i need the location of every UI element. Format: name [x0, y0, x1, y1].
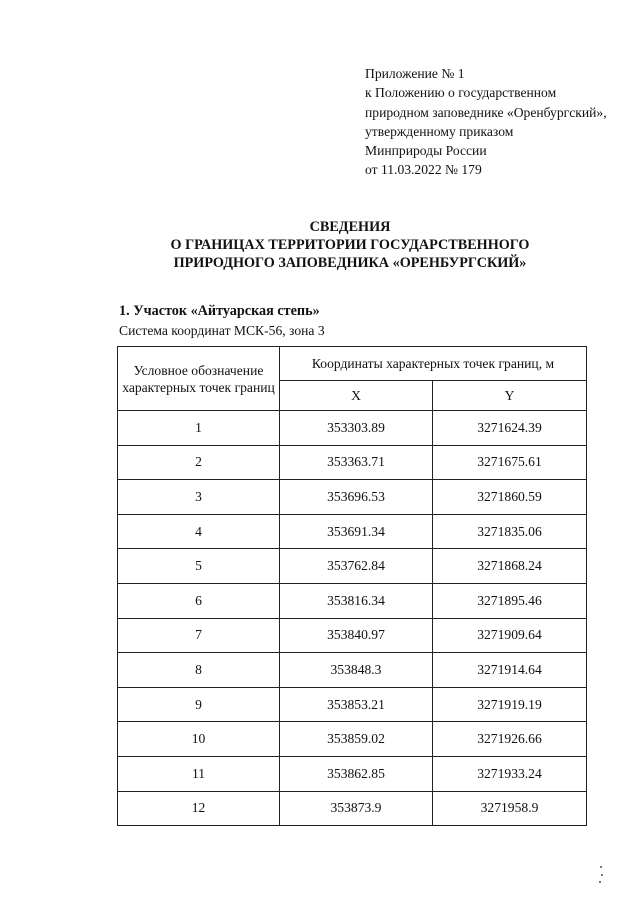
x-cell: 353691.34: [280, 514, 433, 549]
coordinate-system-label: Система координат МСК-56, зона 3: [119, 323, 325, 338]
table-row: [118, 618, 587, 653]
x-cell: 353859.02: [280, 722, 433, 757]
point-cell: 4: [118, 514, 280, 549]
scan-speck: [600, 866, 602, 868]
y-cell: 3271958.9: [433, 791, 587, 826]
point-cell: 1: [118, 411, 280, 446]
document-title: [0, 218, 640, 272]
y-header: Y: [433, 381, 587, 411]
y-cell: 3271914.64: [433, 653, 587, 688]
table-row: [118, 445, 587, 480]
x-cell: 353816.34: [280, 583, 433, 618]
point-cell: 9: [118, 687, 280, 722]
appendix-line: Приложение № 1: [365, 66, 465, 81]
x-cell: 353848.3: [280, 653, 433, 688]
title-line: СВЕДЕНИЯ: [309, 219, 391, 235]
point-cell: 6: [118, 583, 280, 618]
appendix-line: Минприроды России: [365, 143, 487, 159]
x-cell: 353762.84: [280, 549, 433, 584]
point-designation-header: Условное обозначение характерных точек границ: [118, 347, 280, 411]
scan-speck: [601, 874, 603, 876]
table-row: [118, 514, 587, 549]
scan-speck: [599, 881, 601, 883]
y-cell: 3271624.39: [433, 411, 587, 446]
y-cell: 3271835.06: [433, 514, 587, 549]
y-cell: 3271926.66: [433, 722, 587, 757]
appendix-line: утвержденному приказом: [365, 123, 514, 139]
section-block: [119, 302, 325, 340]
x-cell: 353696.53: [280, 480, 433, 515]
table-row: [118, 480, 587, 515]
table-row: [118, 756, 587, 791]
title-line: О ГРАНИЦАХ ТЕРРИТОРИИ ГОСУДАРСТВЕННОГО: [170, 237, 530, 253]
table-row: [118, 687, 587, 722]
y-cell: 3271675.61: [433, 445, 587, 480]
title-line: ПРИРОДНОГО ЗАПОВЕДНИКА «ОРЕНБУРГСКИЙ»: [173, 255, 527, 271]
table-row: [118, 791, 587, 826]
point-cell: 12: [118, 791, 280, 826]
y-cell: 3271909.64: [433, 618, 587, 653]
x-cell: 353853.21: [280, 687, 433, 722]
table-row: [118, 653, 587, 688]
y-cell: 3271895.46: [433, 583, 587, 618]
x-cell: 353862.85: [280, 756, 433, 791]
x-cell: 353873.9: [280, 791, 433, 826]
coordinates-table: [117, 346, 587, 826]
appendix-line: природном заповеднике «Оренбургский»,: [365, 104, 607, 120]
point-cell: 2: [118, 445, 280, 480]
y-cell: 3271919.19: [433, 687, 587, 722]
table-row: [118, 411, 587, 446]
table-row: [118, 549, 587, 584]
appendix-line: к Положению о государственном: [365, 85, 557, 101]
y-cell: 3271868.24: [433, 549, 587, 584]
point-cell: 3: [118, 480, 280, 515]
x-cell: 353840.97: [280, 618, 433, 653]
point-cell: 8: [118, 653, 280, 688]
x-cell: 353363.71: [280, 445, 433, 480]
y-cell: 3271860.59: [433, 480, 587, 515]
appendix-block: [365, 64, 635, 180]
section-heading: 1. Участок «Айтуарская степь»: [119, 303, 320, 319]
point-cell: 5: [118, 549, 280, 584]
x-cell: 353303.89: [280, 411, 433, 446]
point-cell: 7: [118, 618, 280, 653]
x-header: X: [280, 381, 433, 411]
table-row: [118, 722, 587, 757]
table-row: [118, 583, 587, 618]
point-cell: 10: [118, 722, 280, 757]
y-cell: 3271933.24: [433, 756, 587, 791]
point-cell: 11: [118, 756, 280, 791]
appendix-line: от 11.03.2022 № 179: [365, 162, 482, 178]
coordinates-header: Координаты характерных точек границ, м: [280, 347, 587, 381]
